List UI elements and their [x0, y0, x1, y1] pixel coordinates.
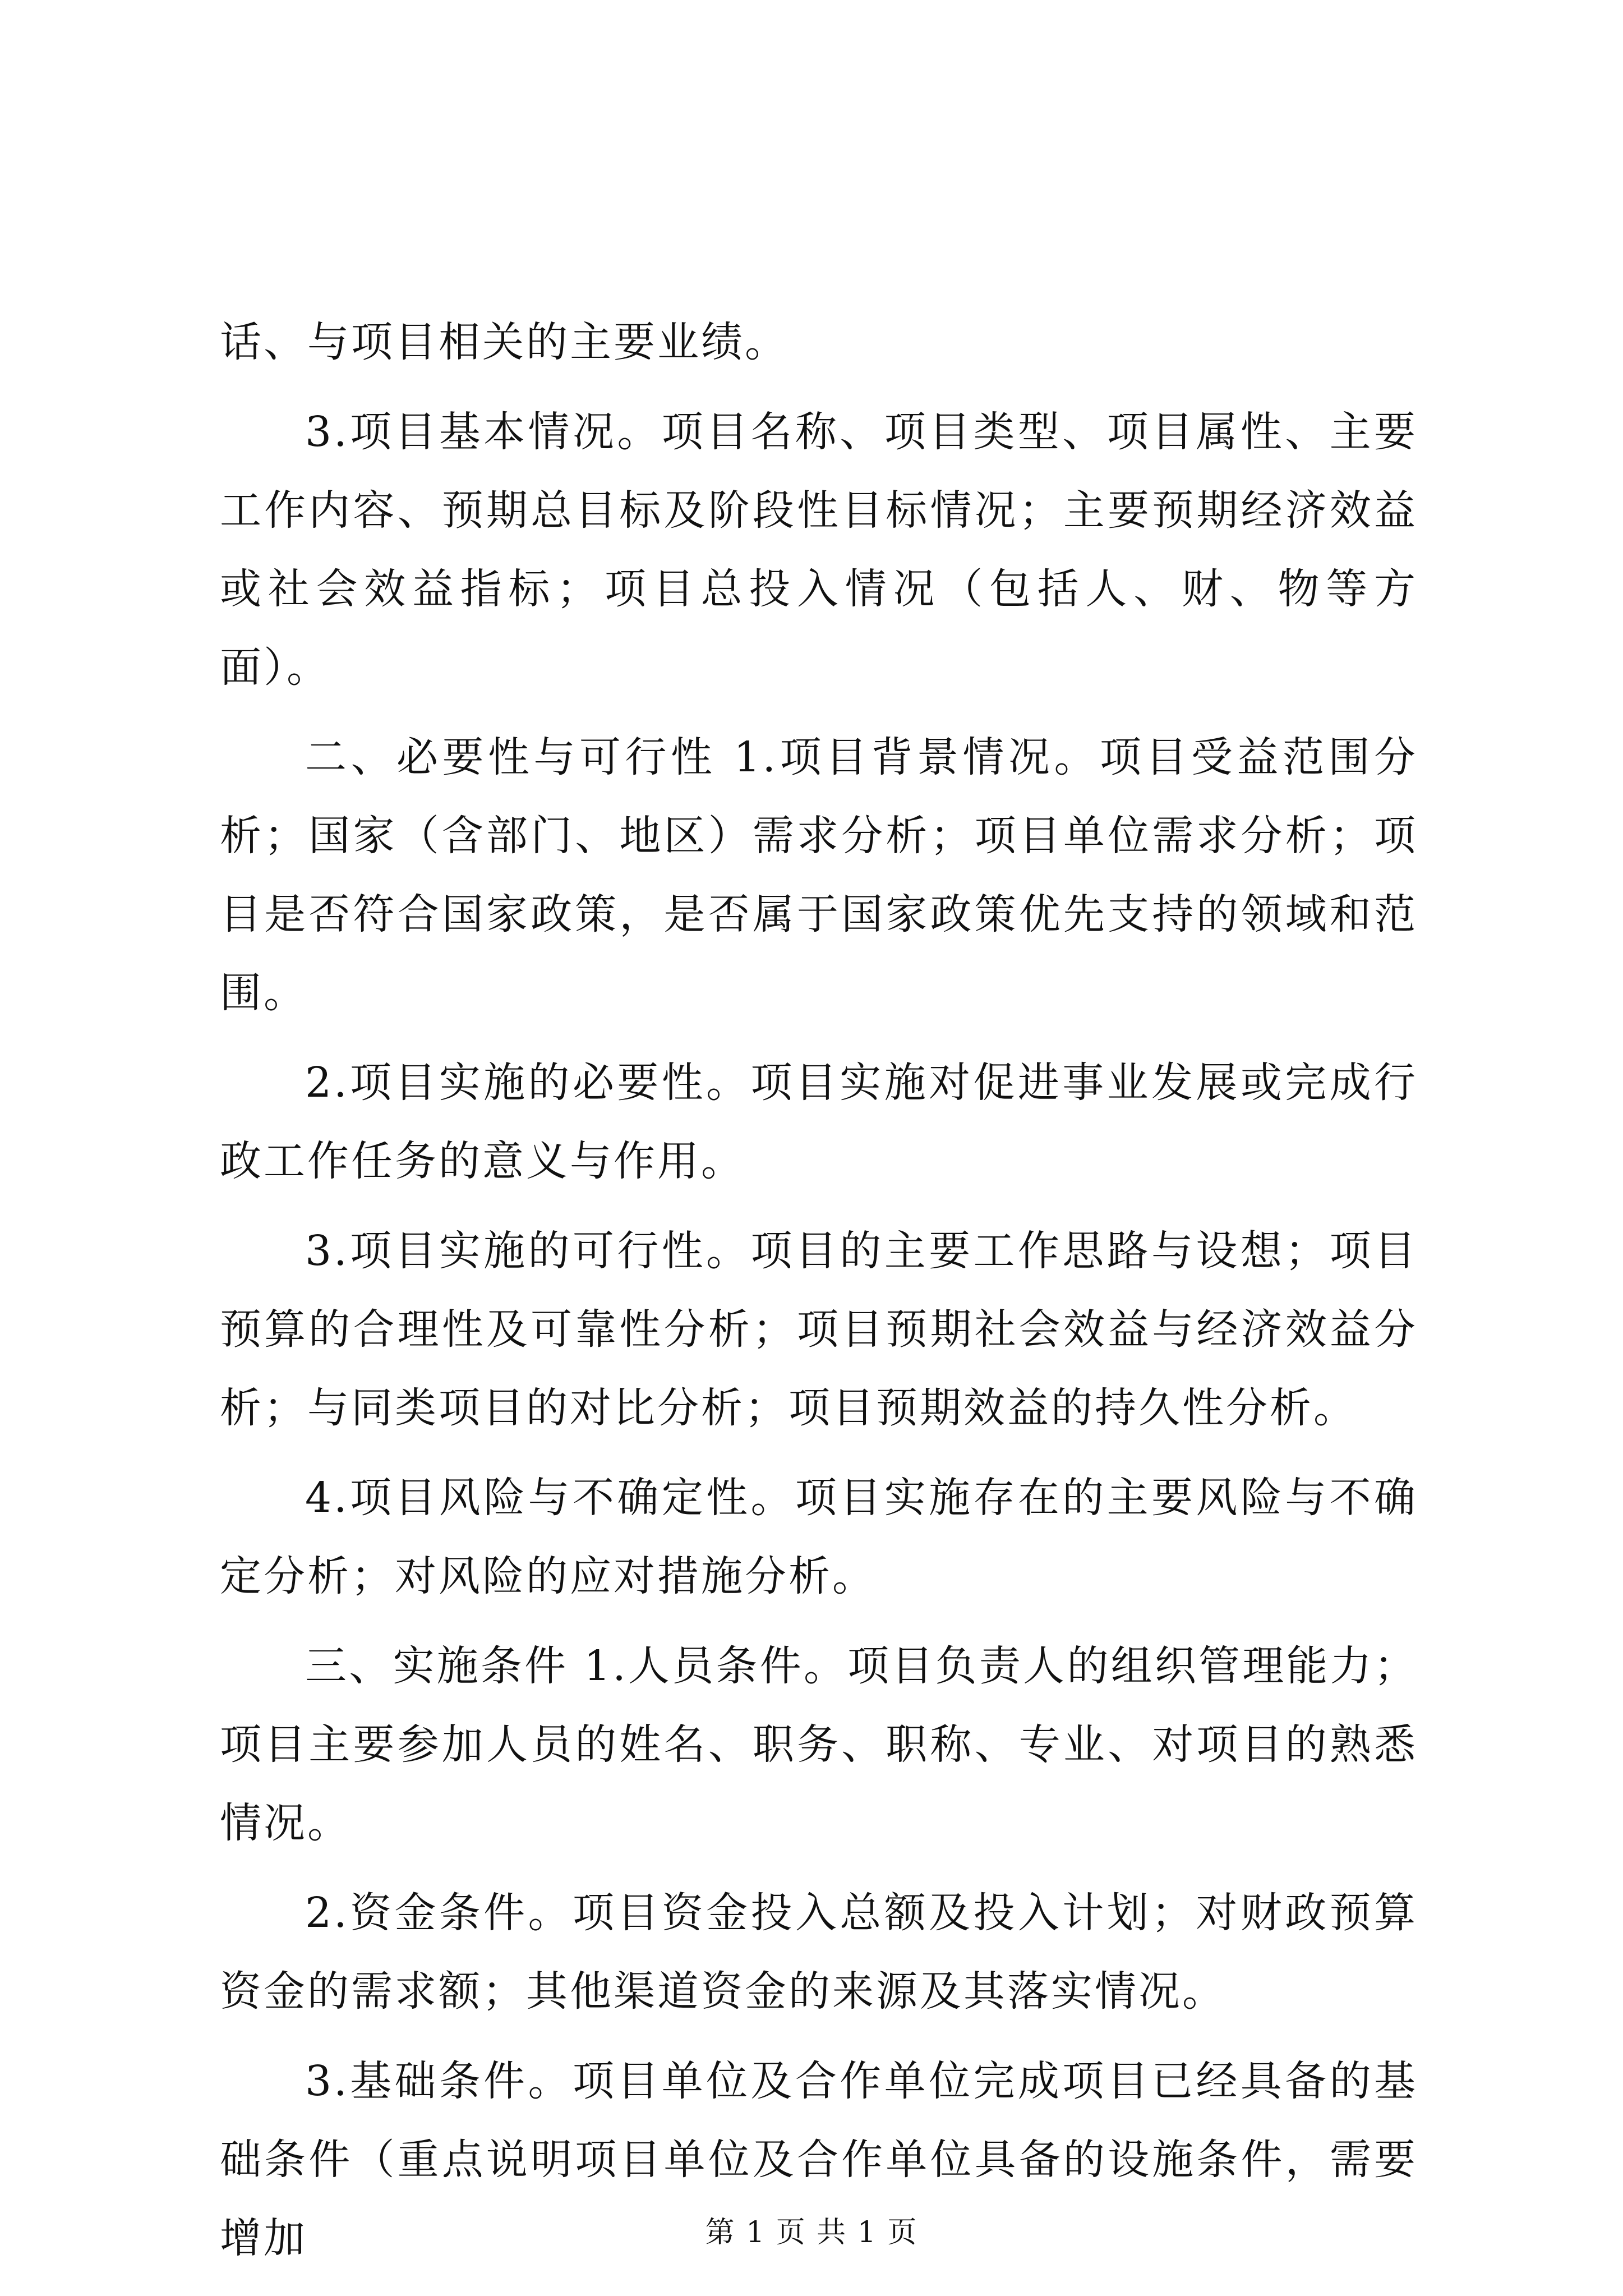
page-footer: 第 1 页 共 1 页	[705, 2216, 918, 2249]
paragraph: 2.项目实施的必要性。项目实施对促进事业发展或完成行政工作任务的意义与作用。	[220, 1059, 1418, 1185]
paragraph: 3.基础条件。项目单位及合作单位完成项目已经具备的基础条件（重点说明项目单位及合作单位具备的设施条件，需要增加	[220, 2057, 1418, 2262]
paragraph: 4.项目风险与不确定性。项目实施存在的主要风险与不确定分析；对风险的应对措施分析。	[220, 1474, 1418, 1600]
paragraph: 3.项目基本情况。项目名称、项目类型、项目属性、主要工作内容、预期总目标及阶段性目标情况；主要预期经济效益或社会效益指标；项目总投入情况（包括人、财、物等方面）。	[220, 408, 1418, 692]
paragraph: 3.项目实施的可行性。项目的主要工作思路与设想；项目预算的合理性及可靠性分析；项目预期社会效益与经济效益分析；与同类项目的对比分析；项目预期效益的持久性分析。	[220, 1227, 1418, 1432]
paragraph: 话、与项目相关的主要业绩。	[220, 318, 789, 366]
paragraph: 2.资金条件。项目资金投入总额及投入计划；对财政预算资金的需求额；其他渠道资金的来源及其落实情况。	[220, 1889, 1418, 2016]
paragraph: 二、必要性与可行性 1.项目背景情况。项目受益范围分析；国家（含部门、地区）需求分析；项目单位需求分析；项目是否符合国家政策，是否属于国家政策优先支持的领域和范围。	[220, 733, 1418, 1017]
paragraph: 三、实施条件 1.人员条件。项目负责人的组织管理能力；项目主要参加人员的姓名、职务、职称、专业、对项目的熟悉情况。	[220, 1642, 1418, 1847]
document-body	[220, 303, 1418, 2289]
